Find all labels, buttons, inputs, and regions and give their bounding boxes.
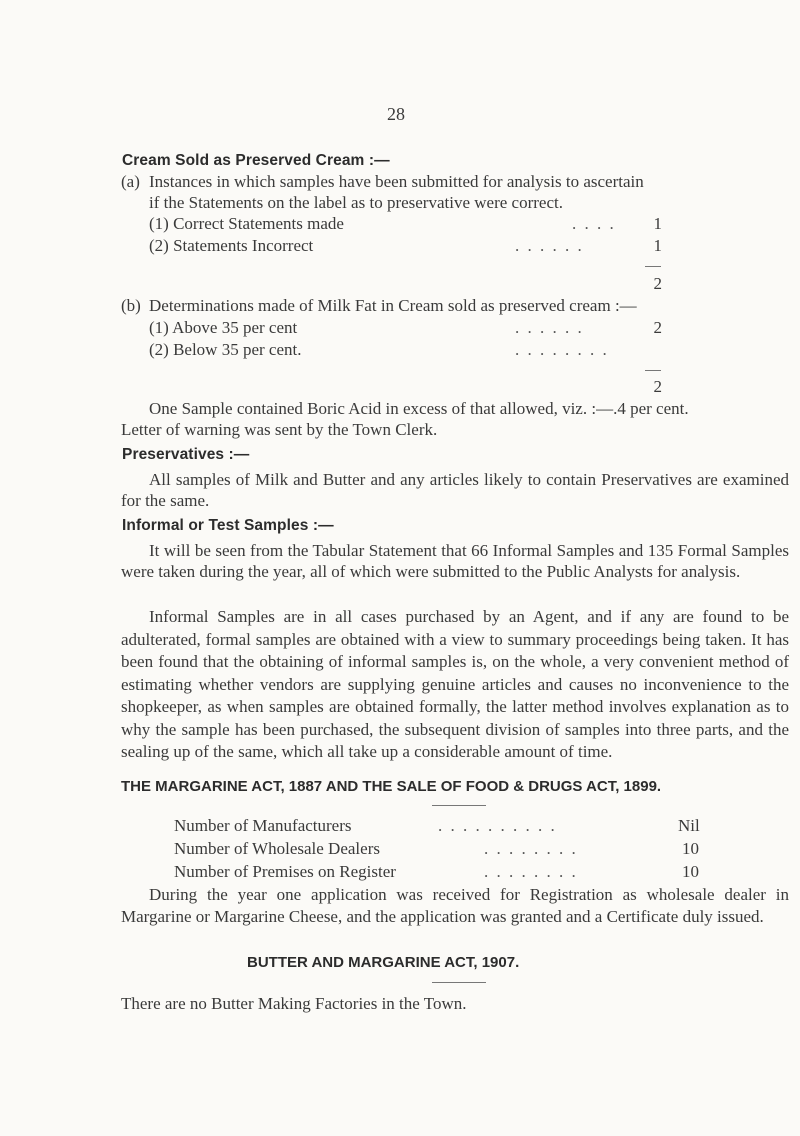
section-b-total: 2 [653, 377, 662, 396]
section-b-item-2-leader: . . . . . . . . [515, 340, 609, 359]
preservatives-text: All samples of Milk and Butter and any articles likely to contain Preservatives are examined for the same. [121, 470, 789, 510]
section-a-line-1: Instances in which samples have been submitted for analysis to ascertain [149, 172, 644, 191]
section-a-total: 2 [653, 274, 662, 293]
premises-register-label: Number of Premises on Register [174, 862, 396, 881]
section-a-item-2-value: 1 [653, 236, 662, 255]
section-b-item-1-leader: . . . . . . [515, 318, 584, 337]
butter-text: There are no Butter Making Factories in the Town. [121, 994, 467, 1013]
margarine-paragraph: During the year one application was received for Registration as wholesale dealer in Margarine or Margarine Cheese, and the application was granted and a Certificate duly issued. [121, 885, 789, 926]
section-a-label: (a) [121, 172, 140, 191]
section-a-item-2-label: (2) Statements Incorrect [149, 236, 314, 255]
manufacturers-label: Number of Manufacturers [174, 816, 352, 835]
manufacturers-leader: . . . . . . . . . . [438, 816, 557, 835]
boric-acid-line-1: One Sample contained Boric Acid in excess of that allowed, viz. :—.4 per cent. [149, 399, 689, 418]
section-b-item-1-value: 2 [653, 318, 662, 337]
page-number: 28 [387, 104, 405, 124]
section-b-total-rule [645, 370, 661, 371]
preservatives-heading: Preservatives :— [122, 446, 250, 463]
section-a-line-2: if the Statements on the label as to preservative were correct. [149, 193, 563, 212]
section-b-item-2-label: (2) Below 35 per cent. [149, 340, 302, 359]
wholesale-dealers-label: Number of Wholesale Dealers [174, 839, 380, 858]
section-a-item-1-value: 1 [653, 214, 662, 233]
boric-acid-line-2: Letter of warning was sent by the Town Clerk. [121, 420, 438, 439]
margarine-act-heading: THE MARGARINE ACT, 1887 AND THE SALE OF FOOD & DRUGS ACT, 1899. [121, 778, 662, 795]
butter-divider [432, 982, 486, 983]
informal-paragraph-1: It will be seen from the Tabular Statement that 66 Informal Samples and 135 Formal Samples were taken during the year, all of which were submitted to the Public Analysts for analysis. [121, 541, 789, 581]
manufacturers-value: Nil [678, 816, 700, 835]
section-a-total-rule [645, 266, 661, 267]
informal-heading: Informal or Test Samples :— [122, 517, 334, 534]
informal-paragraph-2: Informal Samples are in all cases purchased by an Agent, and if any are found to be adulterated, formal samples are obtained with a view to summary proceedings being taken. It has been found that the obtaining of informal samples is, on the whole, a very convenient method of estimating whether vendors are supplying genuine articles and causes no inconvenience to the shopkeeper, as when samples are obtained formally, the latter method involves explanation as to why the sample has been purchased, the subsequent division of samples into three parts, and the sealing up of the same, which all take up a considerable amount of time. [121, 607, 789, 761]
premises-register-value: 10 [682, 862, 699, 881]
cream-heading: Cream Sold as Preserved Cream :— [122, 152, 390, 169]
section-b-line: Determinations made of Milk Fat in Cream sold as preserved cream :— [149, 296, 637, 315]
butter-act-heading: BUTTER AND MARGARINE ACT, 1907. [247, 954, 520, 971]
section-a-item-1-leader: . . . . [572, 214, 616, 233]
section-a-item-1-label: (1) Correct Statements made [149, 214, 344, 233]
section-b-item-1-label: (1) Above 35 per cent [149, 318, 298, 337]
margarine-divider [432, 805, 486, 806]
section-a-item-2-leader: . . . . . . [515, 236, 584, 255]
section-b-label: (b) [121, 296, 141, 315]
wholesale-dealers-value: 10 [682, 839, 699, 858]
premises-register-leader: . . . . . . . . [484, 862, 578, 881]
wholesale-dealers-leader: . . . . . . . . [484, 839, 578, 858]
